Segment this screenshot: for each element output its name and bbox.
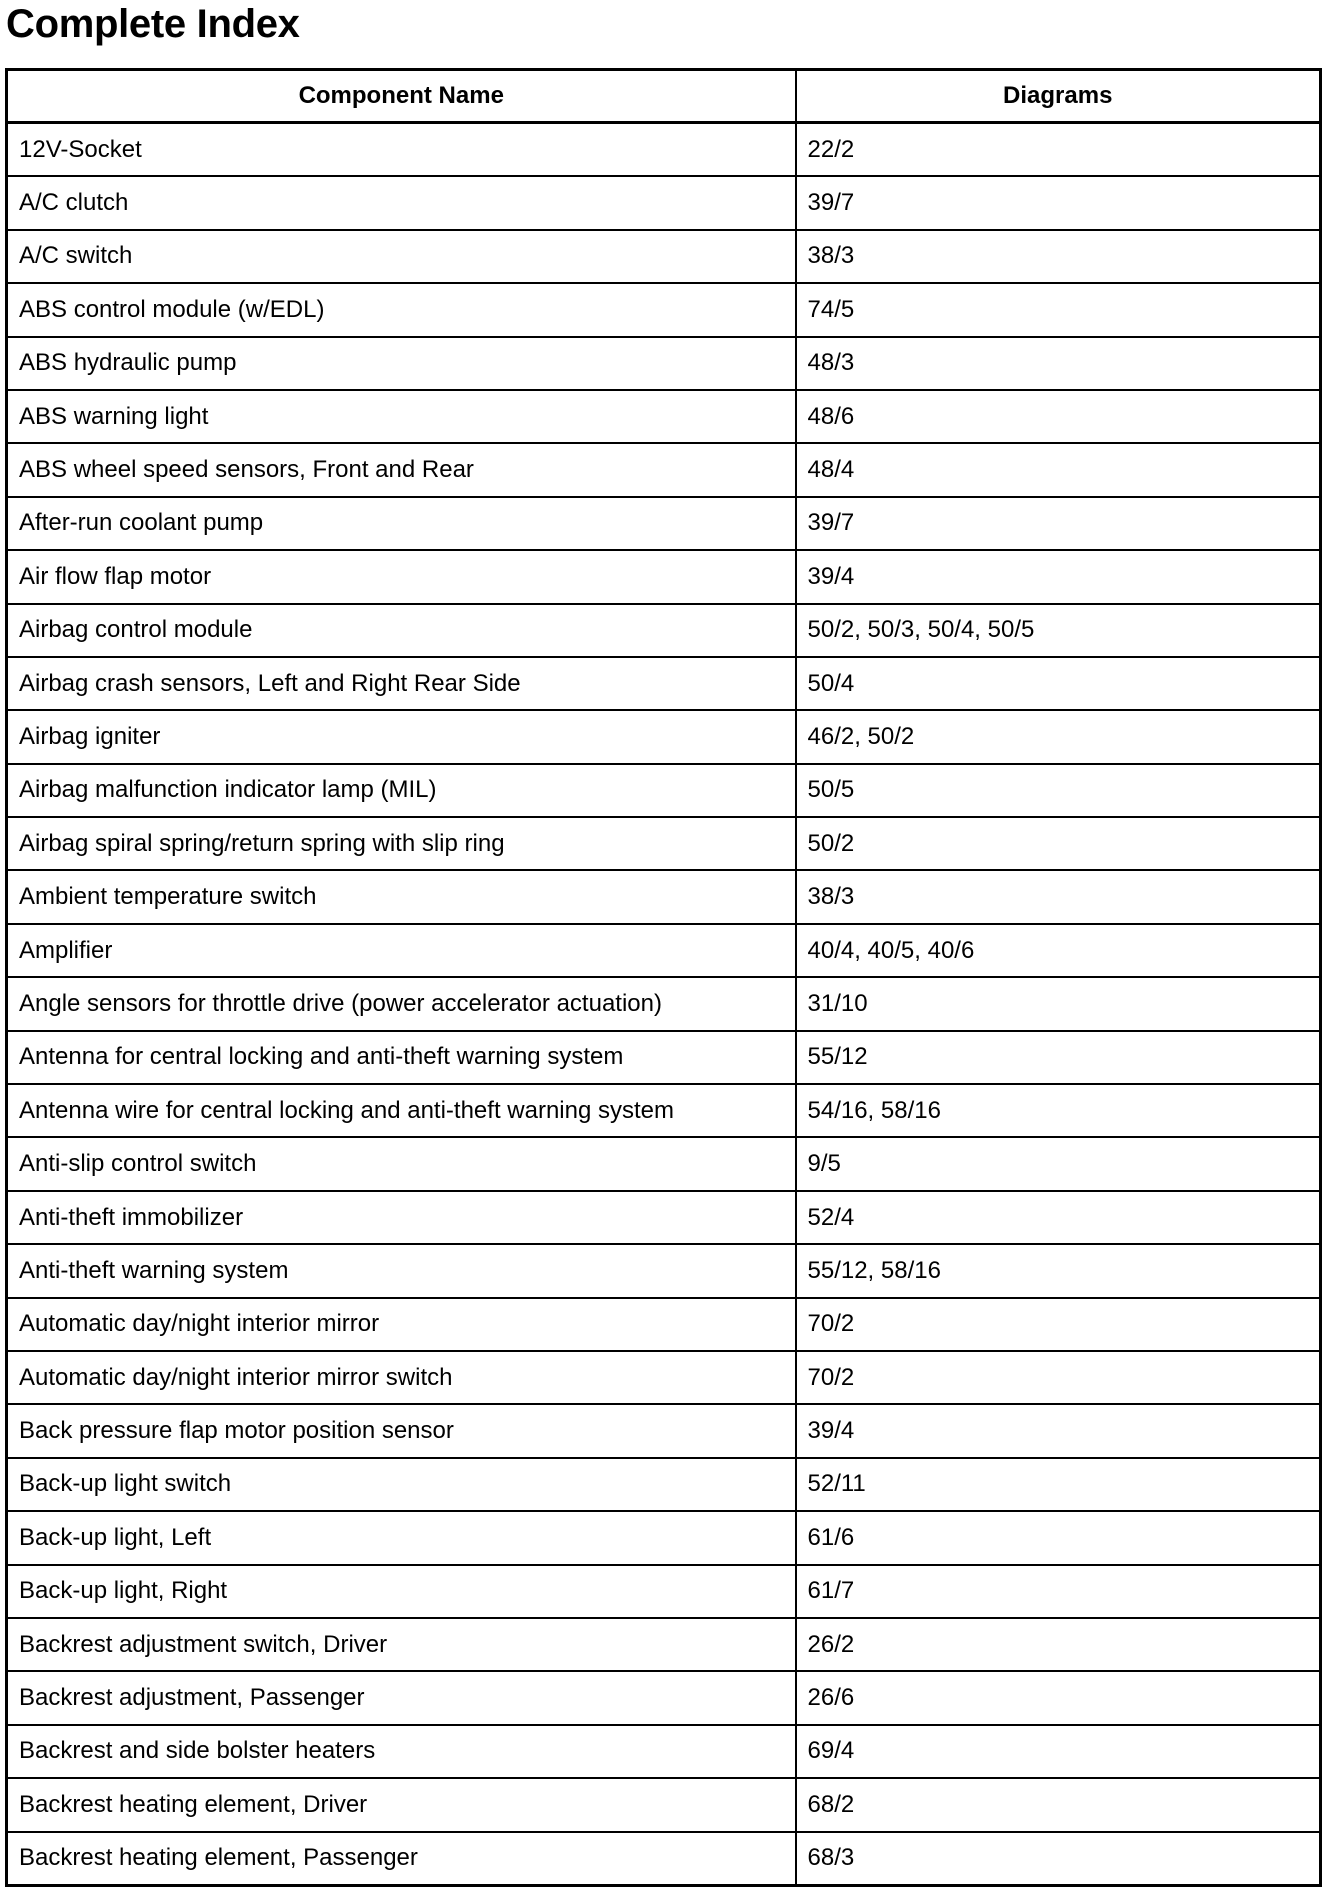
diagrams-cell: 52/11 — [796, 1458, 1321, 1511]
component-name-cell: Back-up light, Left — [7, 1511, 796, 1564]
column-header-diagrams: Diagrams — [796, 70, 1321, 123]
diagrams-cell: 55/12 — [796, 1031, 1321, 1084]
page-title: Complete Index — [6, 2, 300, 46]
component-name-cell: Anti-theft warning system — [7, 1244, 796, 1297]
table-row — [7, 870, 1321, 923]
component-name-cell: Backrest and side bolster heaters — [7, 1725, 796, 1778]
table-row — [7, 1351, 1321, 1404]
component-name-cell: Airbag spiral spring/return spring with slip ring — [7, 817, 796, 870]
table-row — [7, 1191, 1321, 1244]
table-row — [7, 1778, 1321, 1831]
component-name-cell: Airbag igniter — [7, 710, 796, 763]
table-row — [7, 443, 1321, 496]
diagrams-cell: 39/4 — [796, 1404, 1321, 1457]
table-row — [7, 1671, 1321, 1724]
diagrams-cell: 48/6 — [796, 390, 1321, 443]
table-row — [7, 764, 1321, 817]
table-row — [7, 230, 1321, 283]
diagrams-cell: 55/12, 58/16 — [796, 1244, 1321, 1297]
table-row — [7, 1244, 1321, 1297]
diagrams-cell: 38/3 — [796, 230, 1321, 283]
component-name-cell: Airbag control module — [7, 604, 796, 657]
index-table — [5, 68, 1322, 1887]
table-row — [7, 337, 1321, 390]
table-row — [7, 1458, 1321, 1511]
diagrams-cell: 68/3 — [796, 1832, 1321, 1886]
diagrams-cell: 50/4 — [796, 657, 1321, 710]
table-row — [7, 924, 1321, 977]
component-name-cell: After-run coolant pump — [7, 497, 796, 550]
component-name-cell: Backrest adjustment switch, Driver — [7, 1618, 796, 1671]
table-row — [7, 604, 1321, 657]
diagrams-cell: 40/4, 40/5, 40/6 — [796, 924, 1321, 977]
component-name-cell: Anti-theft immobilizer — [7, 1191, 796, 1244]
component-name-cell: Back-up light switch — [7, 1458, 796, 1511]
component-name-cell: Backrest heating element, Passenger — [7, 1832, 796, 1886]
component-name-cell: A/C switch — [7, 230, 796, 283]
table-row — [7, 1031, 1321, 1084]
component-name-cell: Ambient temperature switch — [7, 870, 796, 923]
diagrams-cell: 31/10 — [796, 977, 1321, 1030]
table-row — [7, 176, 1321, 229]
table-row — [7, 283, 1321, 336]
diagrams-cell: 22/2 — [796, 123, 1321, 177]
diagrams-cell: 48/4 — [796, 443, 1321, 496]
table-row — [7, 1565, 1321, 1618]
diagrams-cell: 61/6 — [796, 1511, 1321, 1564]
component-name-cell: Antenna wire for central locking and anti-theft warning system — [7, 1084, 796, 1137]
component-name-cell: Antenna for central locking and anti-theft warning system — [7, 1031, 796, 1084]
table-row — [7, 817, 1321, 870]
diagrams-cell: 52/4 — [796, 1191, 1321, 1244]
diagrams-cell: 26/2 — [796, 1618, 1321, 1671]
diagrams-cell: 70/2 — [796, 1298, 1321, 1351]
diagrams-cell: 38/3 — [796, 870, 1321, 923]
diagrams-cell: 39/7 — [796, 497, 1321, 550]
component-name-cell: Airbag crash sensors, Left and Right Rear Side — [7, 657, 796, 710]
component-name-cell: Air flow flap motor — [7, 550, 796, 603]
table-row — [7, 1832, 1321, 1886]
component-name-cell: Back pressure flap motor position sensor — [7, 1404, 796, 1457]
component-name-cell: Airbag malfunction indicator lamp (MIL) — [7, 764, 796, 817]
table-row — [7, 977, 1321, 1030]
component-name-cell: Automatic day/night interior mirror switch — [7, 1351, 796, 1404]
table-row — [7, 1084, 1321, 1137]
header-row — [7, 70, 1321, 123]
component-name-cell: A/C clutch — [7, 176, 796, 229]
component-name-cell: Amplifier — [7, 924, 796, 977]
table-row — [7, 1137, 1321, 1190]
diagrams-cell: 50/5 — [796, 764, 1321, 817]
table-row — [7, 550, 1321, 603]
diagrams-cell: 68/2 — [796, 1778, 1321, 1831]
column-header-component-name: Component Name — [7, 70, 796, 123]
component-name-cell: ABS control module (w/EDL) — [7, 283, 796, 336]
component-name-cell: Back-up light, Right — [7, 1565, 796, 1618]
diagrams-cell: 70/2 — [796, 1351, 1321, 1404]
diagrams-cell: 39/4 — [796, 550, 1321, 603]
diagrams-cell: 54/16, 58/16 — [796, 1084, 1321, 1137]
table-row — [7, 1298, 1321, 1351]
table-row — [7, 1725, 1321, 1778]
component-name-cell: 12V-Socket — [7, 123, 796, 177]
diagrams-cell: 61/7 — [796, 1565, 1321, 1618]
diagrams-cell: 50/2, 50/3, 50/4, 50/5 — [796, 604, 1321, 657]
diagrams-cell: 74/5 — [796, 283, 1321, 336]
component-name-cell: ABS wheel speed sensors, Front and Rear — [7, 443, 796, 496]
table-row — [7, 1404, 1321, 1457]
table-row — [7, 497, 1321, 550]
table-row — [7, 1618, 1321, 1671]
table-row — [7, 710, 1321, 763]
component-name-cell: Backrest heating element, Driver — [7, 1778, 796, 1831]
diagrams-cell: 69/4 — [796, 1725, 1321, 1778]
diagrams-cell: 26/6 — [796, 1671, 1321, 1724]
diagrams-cell: 9/5 — [796, 1137, 1321, 1190]
diagrams-cell: 46/2, 50/2 — [796, 710, 1321, 763]
table-row — [7, 123, 1321, 177]
component-name-cell: Automatic day/night interior mirror — [7, 1298, 796, 1351]
diagrams-cell: 50/2 — [796, 817, 1321, 870]
table-row — [7, 390, 1321, 443]
diagrams-cell: 39/7 — [796, 176, 1321, 229]
component-name-cell: ABS warning light — [7, 390, 796, 443]
component-name-cell: Angle sensors for throttle drive (power accelerator actuation) — [7, 977, 796, 1030]
component-name-cell: Anti-slip control switch — [7, 1137, 796, 1190]
diagrams-cell: 48/3 — [796, 337, 1321, 390]
component-name-cell: Backrest adjustment, Passenger — [7, 1671, 796, 1724]
table-row — [7, 657, 1321, 710]
table-row — [7, 1511, 1321, 1564]
component-name-cell: ABS hydraulic pump — [7, 337, 796, 390]
